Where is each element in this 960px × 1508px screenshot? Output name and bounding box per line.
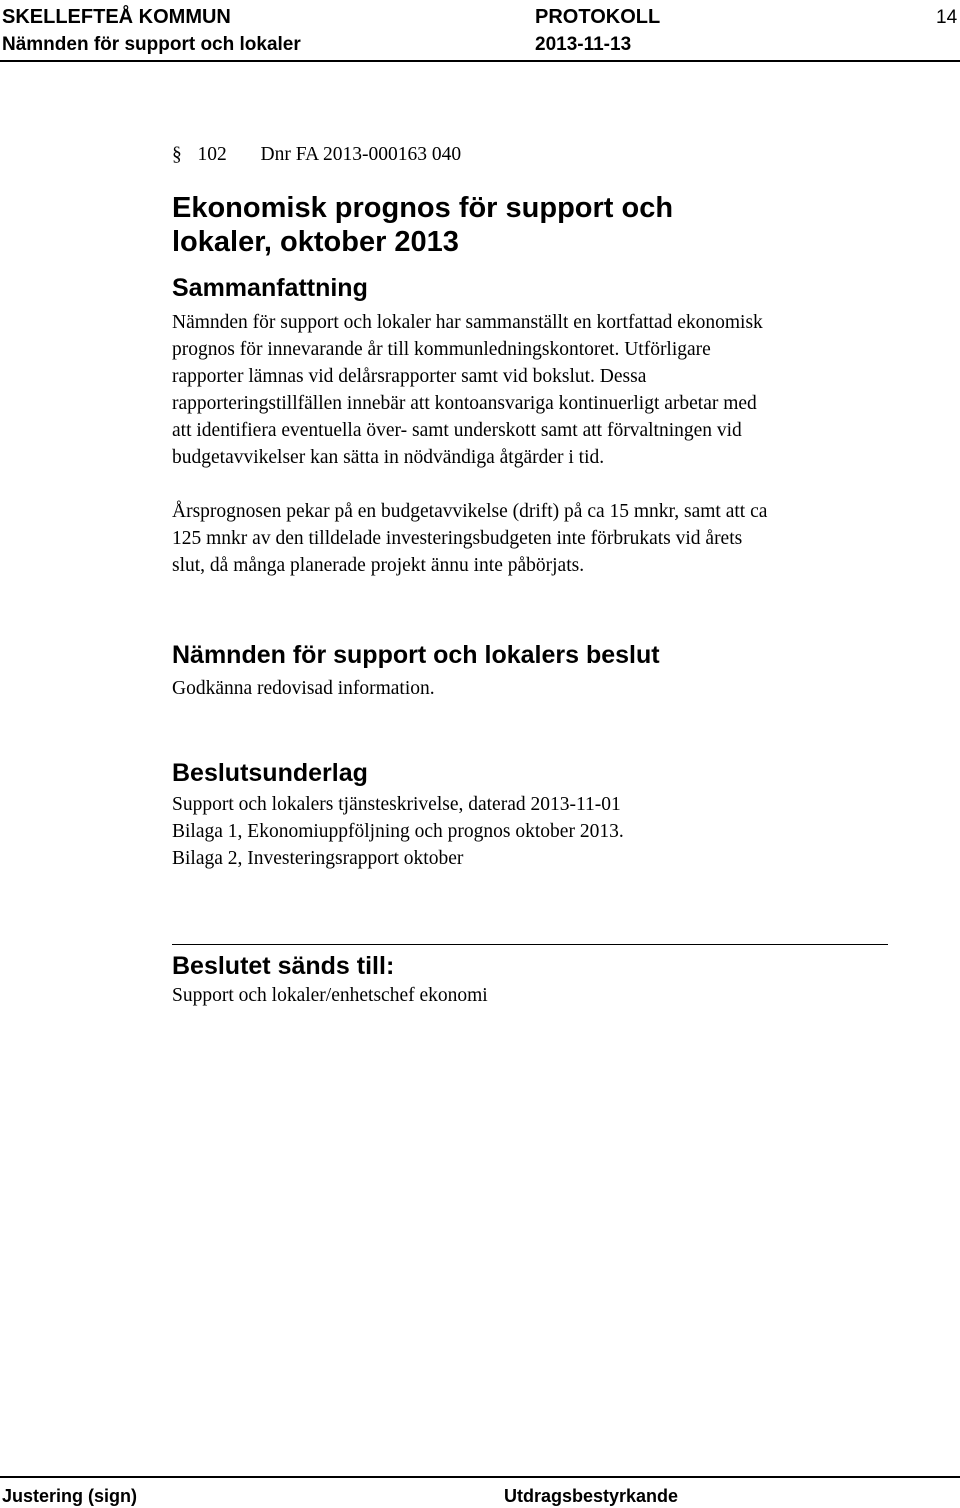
section-symbol: §	[172, 144, 182, 165]
paragraph-line	[172, 141, 461, 168]
summary-line: Nämnden för support och lokaler har sammanställt en kortfattad ekonomisk	[172, 312, 763, 333]
summary-paragraph-2	[172, 498, 767, 579]
summary-line: Årsprognosen pekar på en budgetavvikelse (drift) på ca 15 mnkr, samt att ca	[172, 501, 768, 522]
basis-item: Bilaga 2, Investeringsrapport oktober	[172, 848, 464, 869]
summary-line: rapporteringstillfällen innebär att kontoansvariga kontinuerligt arbetar med	[172, 393, 757, 414]
decision-text: Godkänna redovisad information.	[172, 678, 435, 699]
sent-to-heading: Beslutet sänds till:	[172, 952, 395, 980]
summary-line: budgetavvikelser kan sätta in nödvändiga åtgärder i tid.	[172, 447, 605, 468]
document-date: 2013-11-13	[535, 34, 632, 55]
header-rule	[0, 60, 960, 62]
basis-list	[172, 791, 624, 872]
paragraph-number: 102	[197, 144, 227, 165]
separator-line	[172, 944, 888, 945]
summary-line: prognos för innevarande år till kommunledningskontoret. Utförligare	[172, 339, 711, 360]
page-number: 14	[936, 7, 958, 28]
footer-rule	[0, 1476, 960, 1478]
summary-line: 125 mnkr av den tilldelade investeringsbudgeten inte förbrukats vid årets	[172, 528, 743, 549]
title-line-1: Ekonomisk prognos för support och	[172, 192, 674, 224]
page-title	[172, 191, 673, 259]
basis-item: Bilaga 1, Ekonomiuppföljning och prognos oktober 2013.	[172, 821, 624, 842]
document-type: PROTOKOLL	[535, 6, 661, 28]
summary-line: slut, då många planerade projekt ännu inte påbörjats.	[172, 555, 585, 576]
diary-number: Dnr FA 2013-000163 040	[260, 144, 462, 165]
summary-line: rapporter lämnas vid delårsrapporter samt vid bokslut. Dessa	[172, 366, 647, 387]
decision-heading: Nämnden för support och lokalers beslut	[172, 641, 660, 669]
utdragsbestyrkande-label: Utdragsbestyrkande	[504, 1486, 679, 1506]
summary-line: att identifiera eventuella över- samt underskott samt att förvaltningen vid	[172, 420, 742, 441]
justering-label: Justering (sign)	[2, 1486, 138, 1506]
summary-paragraph-1	[172, 309, 763, 471]
basis-item: Support och lokalers tjänsteskrivelse, daterad 2013-11-01	[172, 794, 621, 815]
basis-heading: Beslutsunderlag	[172, 759, 368, 787]
summary-heading: Sammanfattning	[172, 274, 368, 302]
organization-name: SKELLEFTEÅ KOMMUN	[2, 6, 231, 28]
committee-name: Nämnden för support och lokaler	[2, 34, 301, 55]
sent-to-text: Support och lokaler/enhetschef ekonomi	[172, 985, 488, 1006]
title-line-2: lokaler, oktober 2013	[172, 226, 459, 258]
